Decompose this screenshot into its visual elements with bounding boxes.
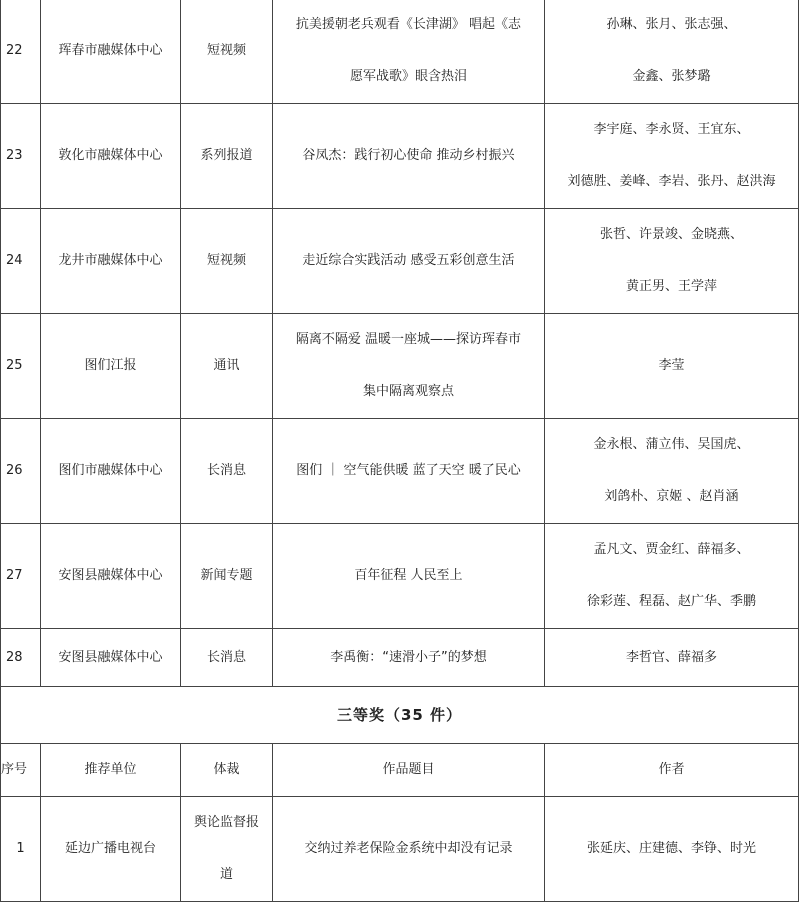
row-number: 23 (1, 104, 41, 209)
row-authors-line: 刘鸽朴、京姬 、赵肖涵 (604, 489, 739, 504)
row-unit: 图们市融媒体中心 (41, 419, 181, 524)
row-number: 22 (1, 0, 41, 104)
row-unit: 安图县融媒体中心 (41, 524, 181, 629)
row-number: 27 (1, 524, 41, 629)
row-unit: 珲春市融媒体中心 (41, 0, 181, 104)
row-number: 24 (1, 209, 41, 314)
row-number: 26 (1, 419, 41, 524)
row-number: 25 (1, 314, 41, 419)
row-number: 1 (1, 797, 41, 902)
row-authors: 张延庆、庄建德、李铮、时光 (545, 797, 799, 902)
row-type: 新闻专题 (181, 524, 273, 629)
row-type: 长消息 (181, 629, 273, 687)
row-type: 通讯 (181, 314, 273, 419)
row-title-line: 隔离不隔爱 温暖一座城——探访珲春市 (295, 332, 522, 347)
table-row (1, 104, 799, 209)
table-row (1, 524, 799, 629)
section-title: 三等奖（35 件） (1, 687, 799, 744)
row-title-line: 集中隔离观察点 (362, 384, 454, 399)
row-type (181, 797, 273, 902)
table-row (1, 314, 799, 419)
table-row (1, 209, 799, 314)
row-unit: 敦化市融媒体中心 (41, 104, 181, 209)
row-authors (545, 209, 799, 314)
row-unit: 延边广播电视台 (41, 797, 181, 902)
table-row (1, 0, 799, 104)
row-title: 谷凤杰：践行初心使命 推动乡村振兴 (273, 104, 545, 209)
row-title (273, 314, 545, 419)
row-authors (545, 524, 799, 629)
header-authors: 作者 (545, 744, 799, 797)
row-authors-line: 金永根、蒲立伟、吴国虎、 (593, 437, 750, 452)
row-authors: 李哲官、薛福多 (545, 629, 799, 687)
header-title: 作品题目 (273, 744, 545, 797)
row-number: 28 (1, 629, 41, 687)
row-authors (545, 419, 799, 524)
row-authors (545, 104, 799, 209)
row-title-line: 愿军战歌》眼含热泪 (349, 69, 467, 84)
row-unit: 图们江报 (41, 314, 181, 419)
table-row (1, 629, 799, 687)
header-unit: 推荐单位 (41, 744, 181, 797)
row-type-line: 道 (219, 867, 233, 882)
row-authors-line: 刘德胜、姜峰、李岩、张丹、赵洪海 (567, 174, 776, 189)
row-authors-line: 金鑫、张梦璐 (632, 69, 711, 84)
row-type: 短视频 (181, 209, 273, 314)
table-row (1, 419, 799, 524)
table-header-row (1, 744, 799, 797)
row-type: 长消息 (181, 419, 273, 524)
section-row (1, 687, 799, 744)
row-authors-line: 徐彩莲、程磊、赵广华、季鹏 (586, 594, 756, 609)
row-authors-line: 孟凡文、贾金红、薛福多、 (593, 542, 750, 557)
row-title (273, 0, 545, 104)
row-unit: 安图县融媒体中心 (41, 629, 181, 687)
row-authors (545, 0, 799, 104)
award-rows-top (1, 0, 799, 687)
row-type-line: 舆论监督报 (193, 815, 259, 830)
award-rows-bottom (1, 797, 799, 902)
row-title: 百年征程 人民至上 (273, 524, 545, 629)
row-authors: 李莹 (545, 314, 799, 419)
table-row (1, 797, 799, 902)
row-title: 交纳过养老保险金系统中却没有记录 (273, 797, 545, 902)
row-title: 图们 ｜ 空气能供暖 蓝了天空 暖了民心 (273, 419, 545, 524)
row-authors-line: 孙琳、张月、张志强、 (606, 17, 737, 32)
header-type: 体裁 (181, 744, 273, 797)
row-title: 走近综合实践活动 感受五彩创意生活 (273, 209, 545, 314)
row-unit: 龙井市融媒体中心 (41, 209, 181, 314)
row-title-line: 抗美援朝老兵观看《长津湖》 唱起《志 (295, 17, 522, 32)
header-no: 序号 (1, 744, 41, 797)
row-type: 系列报道 (181, 104, 273, 209)
row-authors-line: 李宇庭、李永贤、王宜东、 (593, 122, 750, 137)
row-authors-line: 黄正男、王学萍 (625, 279, 717, 294)
row-type: 短视频 (181, 0, 273, 104)
row-authors-line: 张哲、许景竣、金晓燕、 (599, 227, 743, 242)
row-title: 李禹衡：“速滑小子”的梦想 (273, 629, 545, 687)
